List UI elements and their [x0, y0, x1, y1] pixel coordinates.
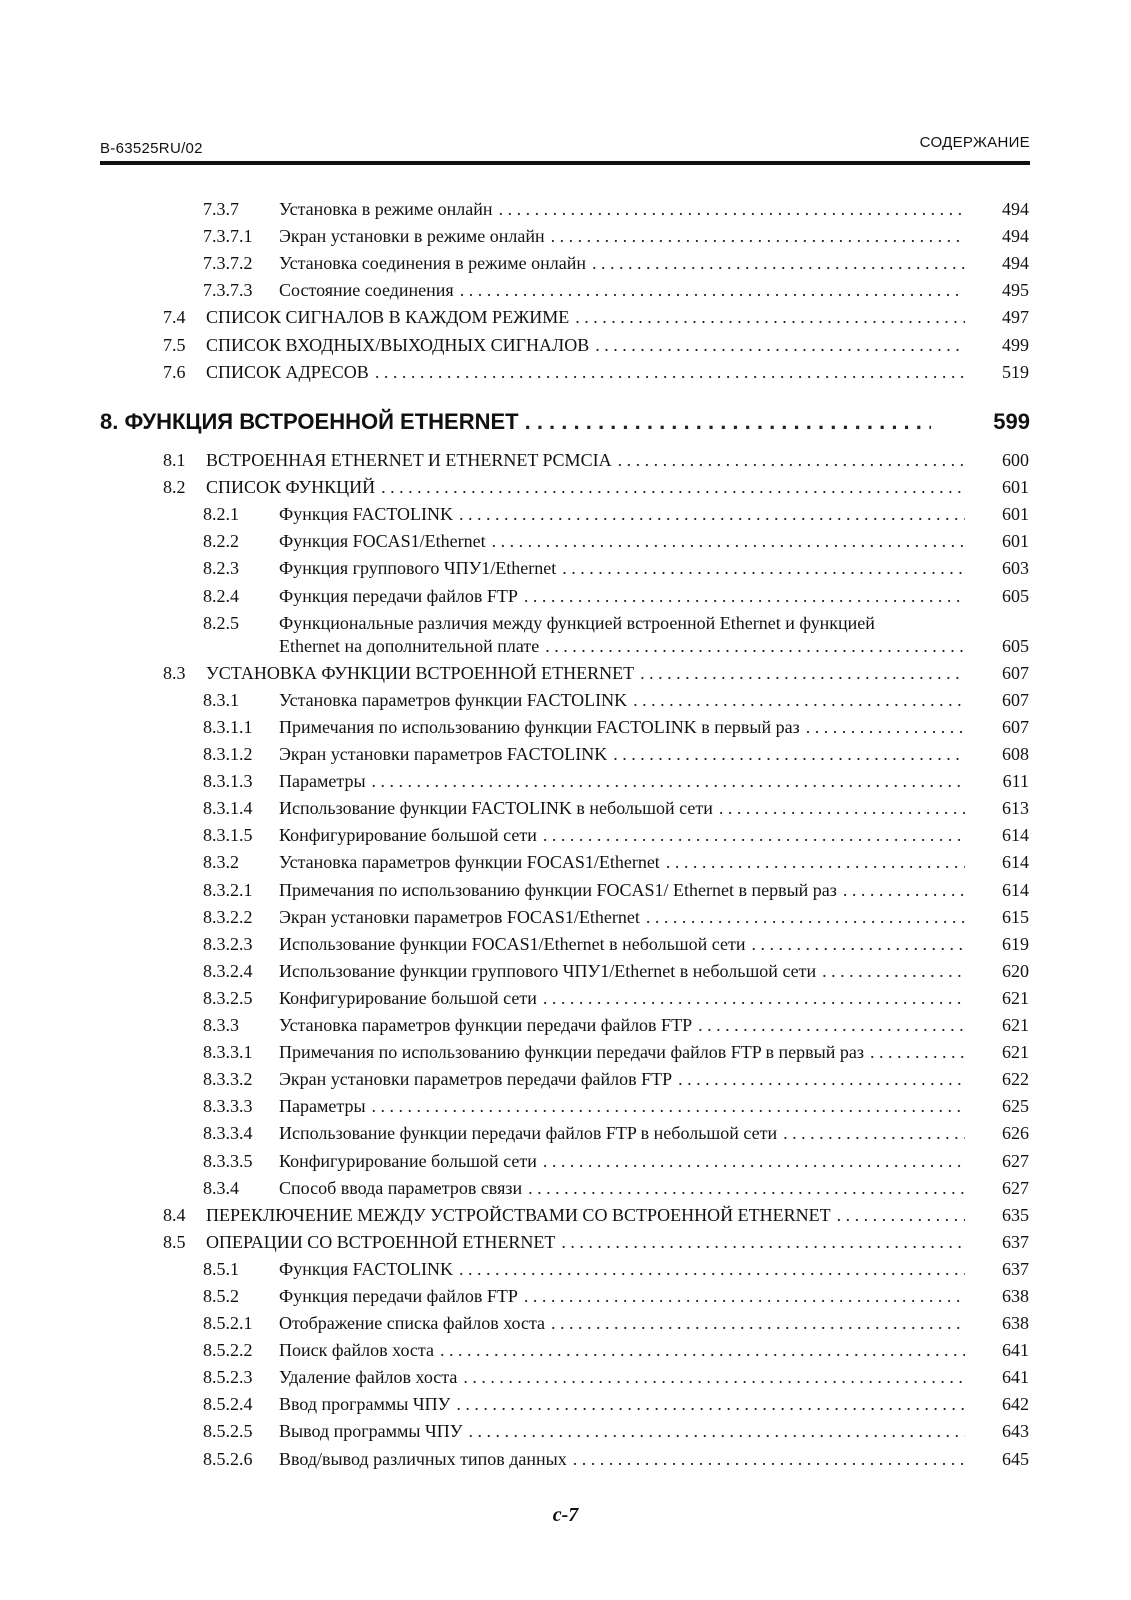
entry-leader	[279, 931, 965, 957]
dot-leader	[870, 1039, 965, 1065]
entry-page: 643	[1002, 1421, 1029, 1441]
toc-entry	[0, 474, 1131, 500]
dot-leader	[595, 332, 965, 358]
entry-title: Установка параметров функции FOCAS1/Ethernet	[279, 852, 660, 872]
entry-title: Установка соединения в режиме онлайн	[279, 253, 586, 273]
entry-leader	[279, 1148, 965, 1174]
dot-leader	[372, 768, 965, 794]
dot-leader	[592, 250, 965, 276]
entry-page: 621	[1002, 988, 1029, 1008]
entry-title: Примечания по использованию функции FOCAS1/ Ethernet в первый раз	[279, 880, 837, 900]
toc-entry	[0, 1364, 1131, 1390]
toc-entry	[0, 1148, 1131, 1174]
entry-page: 627	[1002, 1178, 1029, 1198]
entry-leader	[206, 1229, 965, 1255]
entry-title: Отображение списка файлов хоста	[279, 1313, 546, 1333]
entry-leader	[279, 583, 965, 609]
toc-entry	[0, 501, 1131, 527]
toc-entry	[0, 332, 1131, 358]
entry-number: 7.6	[163, 362, 186, 382]
dot-leader	[528, 1175, 965, 1201]
entry-number: 8.3.1.1	[203, 717, 253, 737]
entry-number: 8.2.1	[203, 504, 239, 524]
toc-entry	[0, 583, 1131, 609]
entry-number: 7.3.7.2	[203, 253, 253, 273]
toc-entry	[0, 250, 1131, 276]
entry-number: 8.2	[163, 477, 186, 497]
entry-page: 638	[1002, 1286, 1029, 1306]
entry-title: Установка параметров функции FACTOLINK	[279, 690, 628, 710]
toc-entry	[0, 1337, 1131, 1363]
dot-leader	[456, 1391, 965, 1417]
section-title: СОДЕРЖАНИЕ	[919, 134, 1030, 151]
entry-number: 8.3.2.3	[203, 934, 253, 954]
entry-title: СПИСОК ФУНКЦИЙ	[206, 477, 376, 497]
entry-title: Вывод программы ЧПУ	[279, 1421, 463, 1441]
dot-leader	[492, 528, 965, 554]
entry-page: 635	[1002, 1205, 1029, 1225]
dot-leader	[719, 795, 965, 821]
entry-page: 615	[1002, 907, 1029, 927]
entry-title: СПИСОК ВХОДНЫХ/ВЫХОДНЫХ СИГНАЛОВ	[206, 335, 590, 355]
entry-title: Установка в режиме онлайн	[279, 199, 493, 219]
dot-leader	[524, 1283, 965, 1309]
entry-title: ОПЕРАЦИИ СО ВСТРОЕННОЙ ETHERNET	[206, 1232, 556, 1252]
entry-number: 8.2.2	[203, 531, 239, 551]
entry-title: Поиск файлов хоста	[279, 1340, 434, 1360]
entry-title: Конфигурирование большой сети	[279, 825, 537, 845]
entry-page: 642	[1002, 1394, 1029, 1414]
entry-leader	[279, 985, 965, 1011]
entry-leader	[279, 1256, 965, 1282]
toc-entry	[0, 447, 1131, 473]
entry-title: Функция группового ЧПУ1/Ethernet	[279, 558, 557, 578]
dot-leader	[698, 1012, 965, 1038]
dot-leader	[646, 904, 965, 930]
dot-leader	[783, 1120, 965, 1146]
entry-page: 622	[1002, 1069, 1029, 1089]
entry-leader	[279, 1175, 965, 1201]
entry-number: 7.5	[163, 335, 186, 355]
dot-leader	[375, 359, 965, 385]
entry-page: 637	[1002, 1232, 1029, 1252]
entry-number: 8.5.2	[203, 1286, 239, 1306]
entry-title: Функция передачи файлов FTP	[279, 1286, 518, 1306]
entry-leader	[206, 332, 965, 358]
dot-leader	[459, 501, 965, 527]
dot-leader	[613, 741, 965, 767]
entry-leader	[279, 1283, 965, 1309]
entry-page: 603	[1002, 558, 1029, 578]
toc-entry	[0, 877, 1131, 903]
entry-page: 638	[1002, 1313, 1029, 1333]
entry-title: Использование функции группового ЧПУ1/Ethernet в небольшой сети	[279, 961, 817, 981]
toc-entry	[0, 660, 1131, 686]
entry-title: Параметры	[279, 1096, 366, 1116]
entry-number: 8.3.1.4	[203, 798, 253, 818]
entry-leader	[279, 1446, 965, 1472]
entry-title: Удаление файлов хоста	[279, 1367, 458, 1387]
dot-leader	[633, 687, 965, 713]
entry-page: 627	[1002, 1151, 1029, 1171]
entry-number: 8.5.2.5	[203, 1421, 253, 1441]
dot-leader	[752, 931, 966, 957]
entry-page: 600	[1002, 450, 1029, 470]
dot-leader	[640, 660, 965, 686]
toc-entry	[0, 931, 1131, 957]
dot-leader	[551, 223, 965, 249]
entry-leader	[279, 849, 965, 875]
entry-page: 607	[1002, 663, 1029, 683]
entry-number: 7.3.7.3	[203, 280, 253, 300]
dot-leader	[543, 822, 965, 848]
chapter-leader	[100, 405, 931, 439]
entry-title: Функция FOCAS1/Ethernet	[279, 531, 486, 551]
dot-leader	[499, 196, 965, 222]
entry-number: 8.5.2.6	[203, 1449, 253, 1469]
entry-leader	[279, 1391, 965, 1417]
entry-leader	[279, 196, 965, 222]
entry-page: 620	[1002, 961, 1029, 981]
entry-title: Использование функции передачи файлов FTP в небольшой сети	[279, 1123, 778, 1143]
entry-leader	[279, 958, 965, 984]
toc-entry	[0, 555, 1131, 581]
toc-entry	[0, 528, 1131, 554]
entry-leader	[279, 250, 965, 276]
entry-page: 607	[1002, 717, 1029, 737]
entry-page: 641	[1002, 1367, 1029, 1387]
dot-leader	[468, 1418, 965, 1444]
entry-leader	[279, 528, 965, 554]
entry-title: Способ ввода параметров связи	[279, 1178, 523, 1198]
entry-title: Экран установки в режиме онлайн	[279, 226, 545, 246]
toc-entry	[0, 1310, 1131, 1336]
entry-page: 626	[1002, 1123, 1029, 1143]
entry-leader	[279, 877, 965, 903]
entry-leader	[279, 1364, 965, 1390]
entry-number: 8.5.2.3	[203, 1367, 253, 1387]
entry-title: УСТАНОВКА ФУНКЦИИ ВСТРОЕННОЙ ETHERNET	[206, 663, 635, 683]
toc-entry	[0, 1283, 1131, 1309]
toc-entry	[0, 1418, 1131, 1444]
dot-leader	[440, 1337, 965, 1363]
entry-number: 8.3.2.2	[203, 907, 253, 927]
entry-page: 499	[1002, 335, 1029, 355]
entry-leader	[206, 1202, 965, 1228]
entry-leader	[206, 474, 965, 500]
chapter-heading	[0, 405, 1131, 439]
entry-leader	[206, 447, 965, 473]
toc-entry	[0, 1093, 1131, 1119]
entry-number: 8.5.2.1	[203, 1313, 253, 1333]
entry-title: Использование функции FOCAS1/Ethernet в небольшой сети	[279, 934, 746, 954]
dot-leader	[678, 1066, 965, 1092]
entry-page: 611	[1002, 771, 1029, 791]
entry-title: Использование функции FACTOLINK в небольшой сети	[279, 798, 713, 818]
entry-title: Конфигурирование большой сети	[279, 1151, 537, 1171]
entry-number: 7.3.7.1	[203, 226, 253, 246]
entry-leader	[279, 687, 965, 713]
entry-page: 614	[1002, 825, 1029, 845]
entry-number: 8.5.2.2	[203, 1340, 253, 1360]
dot-leader	[543, 1148, 965, 1174]
entry-title: Функция FACTOLINK	[279, 504, 453, 524]
page-header	[100, 132, 1030, 162]
dot-leader	[460, 277, 965, 303]
toc-entry	[0, 223, 1131, 249]
entry-page: 619	[1002, 934, 1029, 954]
toc-entry	[0, 849, 1131, 875]
dot-leader	[381, 474, 965, 500]
entry-page: 614	[1002, 880, 1029, 900]
toc-entry	[0, 768, 1131, 794]
toc-entry	[0, 359, 1131, 385]
toc-entry	[0, 277, 1131, 303]
entry-leader	[279, 555, 965, 581]
entry-page: 621	[1002, 1042, 1029, 1062]
entry-leader	[279, 822, 965, 848]
toc-entry	[0, 1391, 1131, 1417]
entry-page: 637	[1002, 1259, 1029, 1279]
entry-page: 494	[1002, 226, 1029, 246]
entry-title: Функция FACTOLINK	[279, 1259, 453, 1279]
entry-page: 645	[1002, 1449, 1029, 1469]
entry-number: 8.4	[163, 1205, 186, 1225]
entry-title: Примечания по использованию функции передачи файлов FTP в первый раз	[279, 1042, 864, 1062]
document-code: B-63525RU/02	[100, 140, 203, 157]
entry-title: Ввод/вывод различных типов данных	[279, 1449, 567, 1469]
toc-entry-wrapped-cont	[0, 633, 1131, 659]
entry-leader	[279, 1337, 965, 1363]
dot-leader	[551, 1310, 965, 1336]
dot-leader	[525, 405, 931, 439]
entry-page: 601	[1002, 477, 1029, 497]
entry-page: 625	[1002, 1096, 1029, 1116]
entry-leader	[279, 904, 965, 930]
entry-title: Конфигурирование большой сети	[279, 988, 537, 1008]
entry-page: 519	[1002, 362, 1029, 382]
entry-leader	[279, 768, 965, 794]
toc-entry	[0, 741, 1131, 767]
entry-page: 608	[1002, 744, 1029, 764]
entry-title: Примечания по использованию функции FACTOLINK в первый раз	[279, 717, 800, 737]
entry-page: 605	[1002, 586, 1029, 606]
chapter-title: 8. ФУНКЦИЯ ВСТРОЕННОЙ ETHERNET	[100, 409, 519, 434]
entry-title: Функция передачи файлов FTP	[279, 586, 518, 606]
toc-entry	[0, 1066, 1131, 1092]
entry-page: 494	[1002, 253, 1029, 273]
entry-number: 8.3.3	[203, 1015, 239, 1035]
entry-leader	[279, 1012, 965, 1038]
entry-page: 497	[1002, 307, 1029, 327]
dot-leader	[545, 633, 965, 659]
entry-title: Экран установки параметров передачи файлов FTP	[279, 1069, 673, 1089]
toc-entry	[0, 1229, 1131, 1255]
entry-leader	[279, 633, 965, 659]
dot-leader	[561, 1229, 965, 1255]
dot-leader	[837, 1202, 965, 1228]
toc-entry	[0, 1256, 1131, 1282]
entry-page: 601	[1002, 504, 1029, 524]
entry-page: 495	[1002, 280, 1029, 300]
toc-entry	[0, 1039, 1131, 1065]
dot-leader	[806, 714, 965, 740]
entry-leader	[206, 359, 965, 385]
entry-leader	[279, 1418, 965, 1444]
entry-page: 621	[1002, 1015, 1029, 1035]
entry-leader	[279, 714, 965, 740]
entry-number: 8.5	[163, 1232, 186, 1252]
entry-leader	[279, 277, 965, 303]
entry-page: 613	[1002, 798, 1029, 818]
entry-number: 8.1	[163, 450, 186, 470]
entry-title-line1: Функциональные различия между функцией встроенной Ethernet и функцией	[279, 613, 875, 633]
entry-number: 8.3.1.3	[203, 771, 253, 791]
entry-title: Экран установки параметров FOCAS1/Ethernet	[279, 907, 640, 927]
toc-entry	[0, 1202, 1131, 1228]
entry-page: 614	[1002, 852, 1029, 872]
entry-leader	[279, 501, 965, 527]
entry-leader	[279, 1039, 965, 1065]
dot-leader	[666, 849, 965, 875]
entry-number: 8.2.4	[203, 586, 239, 606]
entry-title: Параметры	[279, 771, 366, 791]
dot-leader	[843, 877, 965, 903]
entry-number: 8.3.3.3	[203, 1096, 253, 1116]
toc-entry	[0, 1012, 1131, 1038]
entry-number: 8.3.1.2	[203, 744, 253, 764]
entry-title: Ввод программы ЧПУ	[279, 1394, 451, 1414]
dot-leader	[822, 958, 965, 984]
toc-entry	[0, 904, 1131, 930]
entry-number: 8.3	[163, 663, 186, 683]
entry-number: 8.3.1.5	[203, 825, 253, 845]
toc-entry	[0, 795, 1131, 821]
entry-leader	[279, 1120, 965, 1146]
entry-number: 8.5.2.4	[203, 1394, 253, 1414]
entry-leader	[279, 741, 965, 767]
toc-entry	[0, 985, 1131, 1011]
entry-number: 8.2.3	[203, 558, 239, 578]
entry-page: 641	[1002, 1340, 1029, 1360]
entry-number: 8.3.1	[203, 690, 239, 710]
entry-page: 494	[1002, 199, 1029, 219]
entry-number: 8.3.2.4	[203, 961, 253, 981]
entry-page: 605	[1002, 636, 1029, 656]
toc-entry	[0, 196, 1131, 222]
entry-number: 8.3.3.2	[203, 1069, 253, 1089]
toc-entry	[0, 1120, 1131, 1146]
entry-number: 8.2.5	[203, 613, 239, 633]
entry-title: ВСТРОЕННАЯ ETHERNET И ETHERNET PCMCIA	[206, 450, 612, 470]
dot-leader	[562, 555, 965, 581]
entry-title: Экран установки параметров FACTOLINK	[279, 744, 608, 764]
entry-number: 8.3.2.1	[203, 880, 253, 900]
entry-title: Установка параметров функции передачи файлов FTP	[279, 1015, 693, 1035]
entry-leader	[206, 660, 965, 686]
dot-leader	[524, 583, 965, 609]
entry-title-line2: Ethernet на дополнительной плате	[279, 636, 540, 656]
toc-entry	[0, 1446, 1131, 1472]
entry-number: 7.3.7	[203, 199, 239, 219]
entry-leader	[279, 1066, 965, 1092]
entry-title: Состояние соединения	[279, 280, 454, 300]
toc-entry	[0, 687, 1131, 713]
entry-leader	[279, 1093, 965, 1119]
entry-number: 8.3.4	[203, 1178, 239, 1198]
entry-number: 8.3.3.5	[203, 1151, 253, 1171]
entry-title: СПИСОК АДРЕСОВ	[206, 362, 369, 382]
dot-leader	[575, 304, 965, 330]
dot-leader	[372, 1093, 965, 1119]
header-rule	[100, 161, 1030, 165]
entry-leader	[206, 304, 965, 330]
entry-leader	[279, 795, 965, 821]
entry-page: 601	[1002, 531, 1029, 551]
entry-title: СПИСОК СИГНАЛОВ В КАЖДОМ РЕЖИМЕ	[206, 307, 570, 327]
entry-page: 607	[1002, 690, 1029, 710]
entry-number: 8.3.3.1	[203, 1042, 253, 1062]
entry-number: 8.3.2	[203, 852, 239, 872]
entry-leader	[279, 223, 965, 249]
toc-entry	[0, 822, 1131, 848]
entry-number: 8.5.1	[203, 1259, 239, 1279]
dot-leader	[463, 1364, 965, 1390]
dot-leader	[618, 447, 965, 473]
toc-entry	[0, 304, 1131, 330]
entry-leader	[279, 1310, 965, 1336]
chapter-page: 599	[993, 409, 1030, 434]
dot-leader	[543, 985, 965, 1011]
page-number: c-7	[552, 1504, 579, 1526]
toc-entry	[0, 958, 1131, 984]
dot-leader	[573, 1446, 965, 1472]
entry-title: ПЕРЕКЛЮЧЕНИЕ МЕЖДУ УСТРОЙСТВАМИ СО ВСТРОЕННОЙ ETHERNET	[206, 1205, 831, 1225]
toc-entry	[0, 1175, 1131, 1201]
toc-entry	[0, 714, 1131, 740]
entry-number: 8.3.2.5	[203, 988, 253, 1008]
entry-number: 7.4	[163, 307, 186, 327]
dot-leader	[459, 1256, 965, 1282]
entry-number: 8.3.3.4	[203, 1123, 253, 1143]
